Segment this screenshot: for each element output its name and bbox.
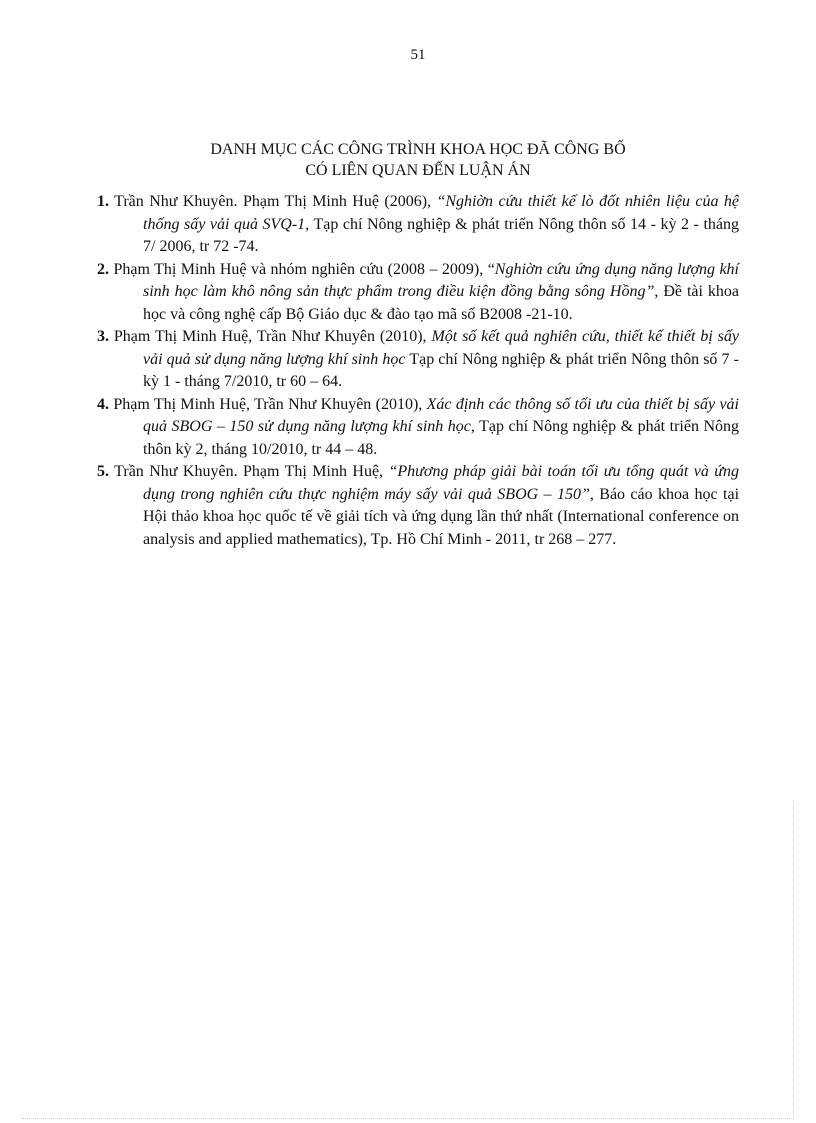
publication-number: 2. [97, 260, 109, 278]
heading-line-1: DANH MỤC CÁC CÔNG TRÌNH KHOA HỌC ĐÃ CÔNG BỐ [210, 141, 626, 158]
publication-list [97, 191, 739, 551]
publication-number: 1. [97, 193, 109, 210]
publication-title: “Nghiờn cứu thiết kế lò đốt nhiên liệu của hệ thống sấy vải quả SVQ-1, [143, 193, 740, 233]
publication-number: 5. [97, 463, 109, 480]
publication-number: 4. [97, 395, 109, 413]
page-border-bottom [22, 1118, 794, 1119]
publication-authors: Trần Như Khuyên. Phạm Thị Minh Huệ, [109, 463, 389, 480]
publication-details: , Tạp chí Nông nghiệp & phát triển Nông thôn kỳ 2, tháng 10/2010, tr 44 – 48. [143, 418, 739, 458]
publication-item [97, 461, 739, 551]
publication-number: 3. [97, 328, 109, 345]
heading-line-2: CÓ LIÊN QUAN ĐẾN LUẬN ÁN [305, 162, 531, 179]
section-heading [0, 139, 816, 181]
publication-title: Nghiờn cứu ứng dụng năng lượng khí sinh học làm khô nông sản thực phẩm trong điều kiện đồng bằng sông Hồng” [143, 260, 740, 300]
publication-details: , Báo cáo khoa học tại Hội thảo khoa học quốc tế về giải tích và ứng dụng lần thứ nhất (International conference on analysis and applied mathematics), Tp. Hồ Chí Minh - 2011, tr 268 – 277. [143, 485, 740, 548]
publication-authors: Phạm Thị Minh Huệ, Trần Như Khuyên (2010), [109, 395, 427, 413]
publication-item [97, 259, 739, 327]
page-number: 51 [410, 47, 426, 63]
publication-title: “Phương pháp giải bài toán tối ưu tổng quát và ứng dụng trong nghiên cứu thực nghiệm máy sấy vải quả SBOG – 150” [143, 463, 739, 503]
page-border-right [793, 800, 794, 1119]
publication-authors: Phạm Thị Minh Huệ, Trần Như Khuyên (2010), [109, 328, 432, 345]
publication-title: Xác định các thông số tối ưu của thiết bị sấy vải quả SBOG – 150 sử dụng năng lượng khí sinh học [143, 395, 740, 435]
publication-details: , Đề tài khoa học và công nghệ cấp Bộ Giáo dục & đào tạo mã số B2008 -21-10. [143, 283, 739, 323]
publication-item [97, 191, 739, 259]
publication-title: Một số kết quả nghiên cứu, thiết kế thiết bị sấy vải quả sử dụng năng lượng khí sinh học [143, 328, 740, 368]
publication-details: Tạp chí Nông nghiệp & phát triển Nông thôn số 14 - kỳ 2 - tháng 7/ 2006, tr 72 -74. [143, 215, 739, 255]
publication-authors: Phạm Thị Minh Huệ và nhóm nghiên cứu (2008 – 2009), “ [109, 260, 495, 278]
publication-details: Tạp chí Nông nghiệp & phát triển Nông thôn số 7 - kỳ 1 - tháng 7/2010, tr 60 – 64. [143, 350, 740, 390]
publication-authors: Trần Như Khuyên. Phạm Thị Minh Huệ (2006), [109, 193, 432, 210]
publication-item [97, 326, 739, 394]
publication-item [97, 394, 739, 462]
